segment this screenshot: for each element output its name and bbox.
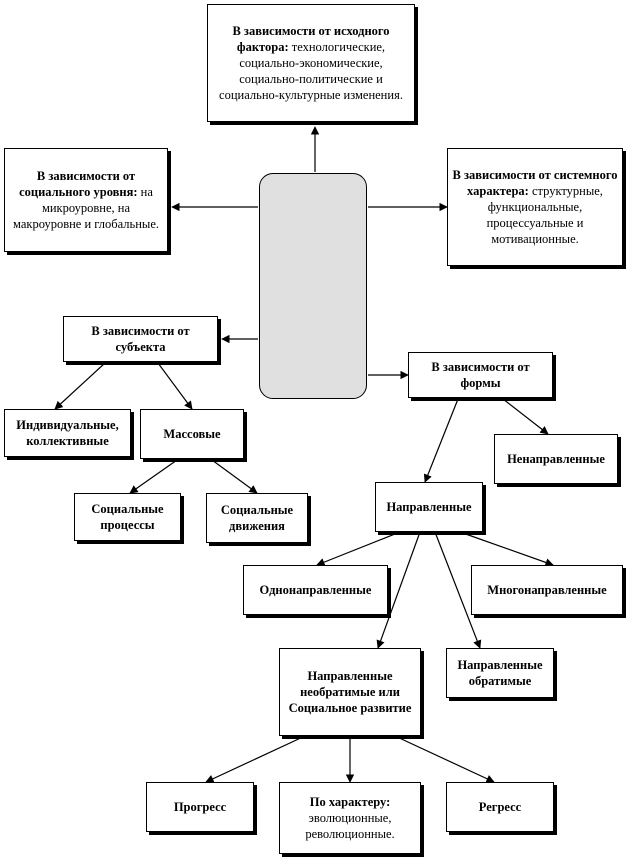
- node-progress: [146, 782, 254, 832]
- arrow-irreversible-to-regress: [395, 736, 494, 782]
- node-by-subject-label: В зависимости от субъекта: [91, 324, 190, 354]
- arrow-form-to-directed: [425, 399, 458, 482]
- arrow-directed-to-unidirectional: [317, 532, 400, 565]
- node-individual: [4, 409, 131, 457]
- arrow-subject-to-individual: [55, 363, 105, 409]
- node-by-social-level-title: В зависимости от социального уровня:: [19, 169, 138, 199]
- node-multidirectional-label: Многонаправленные: [487, 583, 607, 597]
- node-directed: [375, 482, 483, 532]
- node-social-processes: [74, 493, 181, 541]
- node-by-system-character: [447, 148, 623, 266]
- arrow-mass-to-movements: [212, 460, 257, 493]
- arrow-form-to-undirected: [503, 399, 548, 434]
- node-unidirectional: [243, 565, 388, 615]
- node-mass-label: Массовые: [163, 427, 221, 441]
- node-by-form-label: В зависимости от формы: [431, 360, 530, 390]
- node-undirected-label: Ненаправленные: [507, 452, 605, 466]
- node-irreversible-label: Направленные необратимые или Социальное развитие: [288, 669, 412, 715]
- node-by-initial-factor: [207, 4, 415, 122]
- node-multidirectional: [471, 565, 623, 615]
- node-regress-label: Регресс: [478, 800, 522, 814]
- node-undirected: [494, 434, 618, 484]
- node-by-initial-factor-items: технологические, социально-экономические, социально-политические и социально-культурные изменения.: [219, 40, 403, 102]
- node-unidirectional-label: Однонаправленные: [259, 583, 372, 597]
- node-by-character: [279, 782, 421, 854]
- node-individual-label: Индивидуальные, коллективные: [16, 418, 119, 448]
- arrow-subject-to-mass: [158, 363, 192, 409]
- node-by-system-character-title: В зависимости от системного характера:: [452, 168, 618, 198]
- node-by-character-items: эволюционные, революционные.: [305, 811, 395, 841]
- node-by-subject: [63, 316, 218, 362]
- arrow-irreversible-to-progress: [206, 736, 305, 782]
- node-by-form: [408, 352, 553, 398]
- node-mass: [140, 409, 244, 459]
- node-social-movements-label: Социальные движения: [220, 503, 294, 533]
- node-reversible: [446, 648, 554, 698]
- arrow-directed-to-multidirectional: [460, 532, 553, 565]
- node-by-social-level-items: на микроуровне, на макроуровне и глобальные.: [13, 185, 159, 231]
- node-social-processes-label: Социальные процессы: [91, 502, 164, 532]
- node-regress: [446, 782, 554, 832]
- node-by-character-title: По характеру:: [309, 795, 391, 809]
- arrow-mass-to-processes: [130, 460, 177, 493]
- node-irreversible: [279, 648, 421, 736]
- node-directed-label: Направленные: [386, 500, 472, 514]
- node-by-system-character-items: структурные, функциональные, процессуальные и мотивационные.: [486, 184, 603, 246]
- node-progress-label: Прогресс: [173, 800, 227, 814]
- node-by-initial-factor-title: В зависимости от исходного фактора:: [232, 24, 390, 54]
- central-node: [259, 173, 367, 399]
- node-social-movements: [206, 493, 308, 543]
- node-by-social-level: [4, 148, 168, 252]
- node-reversible-label: Направленные обратимые: [457, 658, 543, 688]
